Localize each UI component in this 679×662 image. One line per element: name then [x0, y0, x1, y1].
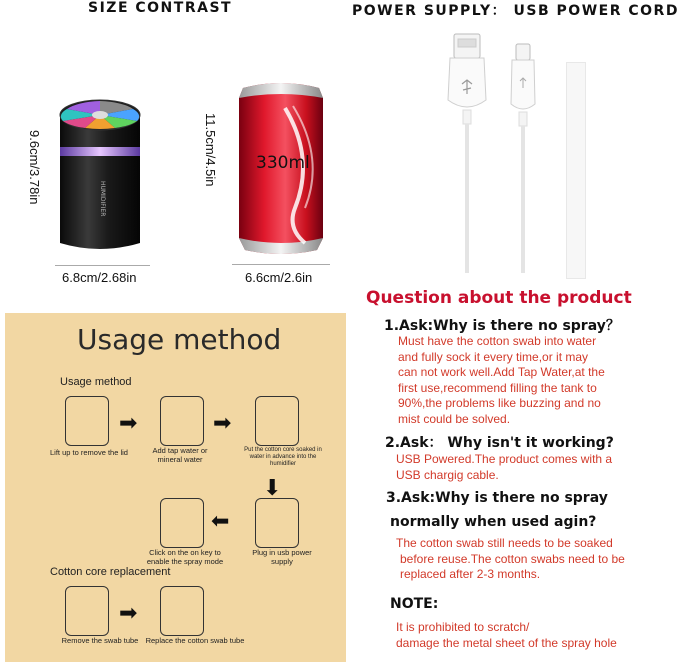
step-4-label: Plug in usb power supply — [252, 548, 312, 566]
core-step-1-label: Remove the swab tube — [61, 636, 139, 645]
humidifier-height-label: 9.6cm/3.78in — [27, 130, 42, 205]
can-height-label: 11.5cm/4.5in — [203, 113, 218, 187]
size-contrast-header: SIZE CONTRAST — [88, 0, 233, 16]
answer-2 — [396, 452, 612, 483]
question-1: 1.Ask:Why is there no spray？ — [384, 318, 620, 334]
note-line: damage the metal sheet of the spray hole — [396, 635, 617, 650]
faq-title: Question about the product — [366, 288, 632, 308]
step-insert-core-icon — [255, 396, 299, 446]
note-text — [396, 620, 617, 651]
step-click-on-icon — [160, 498, 204, 548]
answer-2-line: USB chargig cable. — [396, 467, 499, 482]
question-3-line-2: normally when used agin? — [390, 514, 597, 530]
usage-method-panel — [5, 313, 346, 662]
step-remove-swab-icon — [65, 586, 109, 636]
note-title: NOTE: — [390, 596, 439, 612]
arrow-left-icon: ⬅ — [211, 508, 230, 533]
answer-3-line: before reuse.The cotton swabs need to be — [400, 551, 625, 566]
humidifier-width-label: 6.8cm/2.68in — [62, 270, 137, 285]
answer-1-line: mist could be solved. — [398, 411, 511, 426]
answer-1 — [398, 334, 605, 428]
usb-cable-image — [440, 28, 550, 273]
answer-2-line: USB Powered.The product comes with a — [396, 452, 613, 466]
cotton-swab-image — [566, 62, 586, 279]
arrow-right-icon: ➡ — [119, 600, 138, 625]
note-line: It is prohibited to scratch/ — [396, 620, 530, 634]
question-2: 2.Ask： Why isn't it working? — [385, 435, 614, 451]
usage-title: Usage method — [77, 323, 282, 356]
answer-3-line: replaced after 2-3 months. — [400, 567, 541, 582]
can-width-label: 6.6cm/2.6in — [245, 270, 313, 285]
can-volume-label: 330ml — [256, 153, 310, 173]
arrow-right-icon: ➡ — [213, 410, 232, 435]
usage-subtitle: Usage method — [60, 376, 132, 388]
power-supply-header: POWER SUPPLY： USB POWER CORD — [352, 3, 679, 19]
core-step-2-label: Replace the cotton swab tube — [145, 636, 245, 645]
step-plug-usb-icon — [255, 498, 299, 548]
step-5-label: Click on the on key to enable the spray mode — [146, 548, 224, 566]
step-replace-swab-icon — [160, 586, 204, 636]
can-width-line — [232, 264, 330, 265]
arrow-right-icon: ➡ — [119, 410, 138, 435]
cotton-core-title: Cotton core replacement — [50, 566, 171, 578]
answer-1-line: can not work well.Add Tap Water,at the — [398, 365, 605, 380]
question-3-line-1: 3.Ask:Why is there no spray — [386, 490, 608, 506]
arrow-down-icon: ⬇ — [263, 475, 282, 500]
step-add-water-icon — [160, 396, 204, 446]
answer-1-line: and fully sock it every time,or it may — [398, 349, 589, 364]
humidifier-image — [55, 95, 145, 255]
step-2-label: Add tap water or mineral water — [152, 446, 208, 464]
step-1-label: Lift up to remove the lid — [50, 448, 128, 457]
step-lift-lid-icon — [65, 396, 109, 446]
answer-1-line: 90%,the problems like buzzing and no — [398, 396, 601, 411]
humidifier-brand-text: HUMIDIFIER — [99, 181, 106, 217]
answer-3-line: The cotton swab still needs to be soaked — [396, 536, 613, 550]
answer-1-line: first use,recommend filling the tank to — [398, 380, 597, 395]
answer-1-line: Must have the cotton swab into water — [398, 334, 597, 348]
humidifier-width-line — [55, 265, 150, 266]
step-3-label: Put the cotton core soaked in water in advance into the humidifier — [244, 447, 322, 467]
answer-3 — [396, 536, 625, 583]
